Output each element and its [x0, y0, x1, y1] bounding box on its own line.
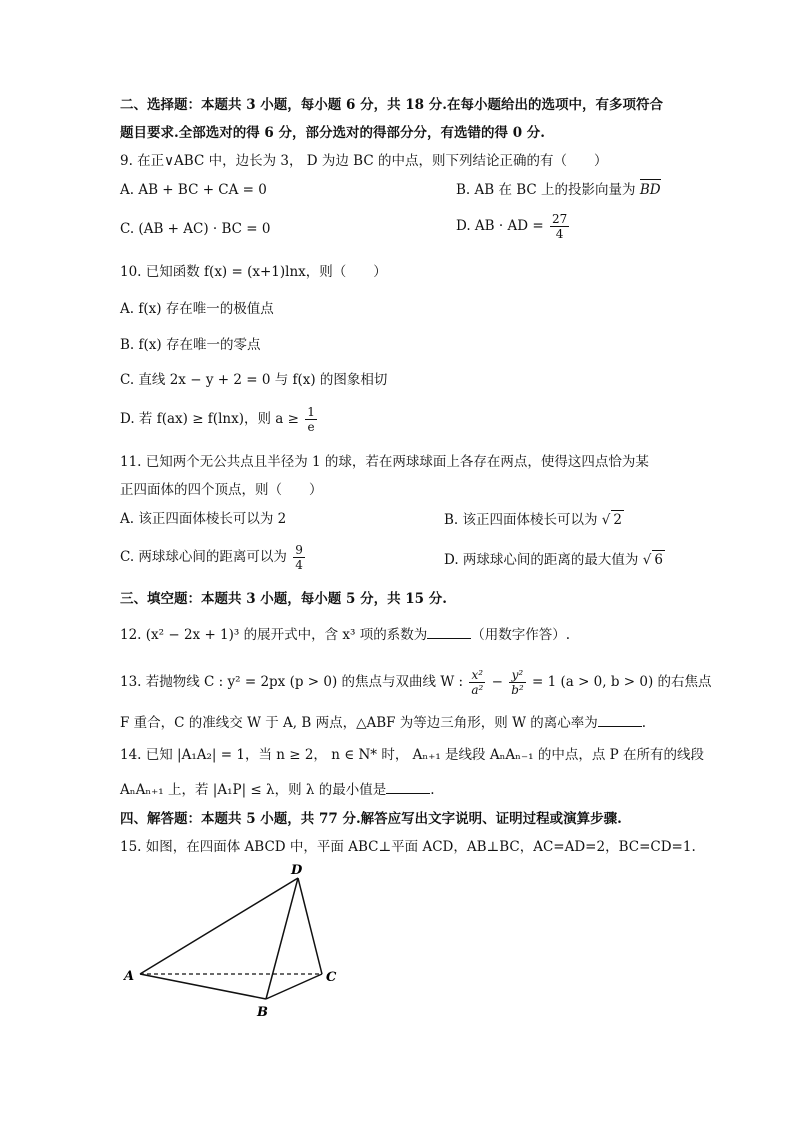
q13-period: . — [641, 715, 647, 731]
q11-option-b-radicand: 2 — [613, 512, 622, 528]
fraction-denominator: b² — [511, 683, 524, 697]
q11-option-d — [444, 550, 665, 569]
edge-ad — [140, 878, 298, 974]
q11-stem-line1: 11. 已知两个无公共点且半径为 1 的球，若在两球球面上各存在两点，使得这四点恰为某 — [120, 454, 649, 470]
q15-stem: 15. 如图，在四面体 ABCD 中，平面 ABC⊥平面 ACD，AB⊥BC，AC=AD=2，BC=CD=1. — [120, 839, 696, 855]
fraction-numerator: 27 — [551, 212, 568, 226]
q9-option-d — [456, 212, 571, 241]
q11-option-b-text: B. 该正四面体棱长可以为 — [444, 512, 602, 528]
q9-stem: 9. 在正∨ABC 中，边长为 3， D 为边 BC 的中点，则下列结论正确的有（ ） — [120, 153, 608, 169]
edge-ab — [140, 974, 266, 999]
sqrt-sign: √ — [642, 552, 652, 568]
q11-option-c-text: C. 两球球心间的距离可以为 — [120, 549, 292, 565]
section2-header-line1: 二、选择题：本题共 3 小题，每小题 6 分，共 18 分.在每小题给出的选项中，有多项符合 — [120, 97, 663, 113]
q13-answer-blank — [598, 712, 642, 727]
q13-fraction-y — [509, 668, 526, 697]
q12-answer-blank — [427, 624, 471, 639]
q13-minus: − — [487, 674, 508, 690]
edge-cd — [298, 878, 322, 974]
fraction-numerator: 9 — [295, 543, 303, 557]
q9-option-b-vector: BD — [639, 182, 661, 198]
q13-text-line2: F 重合，C 的准线交 W 于 A, B 两点，△ABF 为等边三角形，则 W 的离心率为 — [120, 715, 598, 731]
q11-option-c-fraction — [293, 543, 305, 572]
section3-header: 三、填空题：本题共 3 小题，每小题 5 分，共 15 分. — [120, 591, 447, 607]
q10-option-d — [120, 405, 319, 434]
q11-stem-line2: 正四面体的四个顶点，则（ ） — [120, 482, 323, 498]
q10-stem: 10. 已知函数 f(x) = (x+1)lnx，则（ ） — [120, 264, 387, 280]
q13-line2 — [120, 712, 646, 732]
q13-text-pre: 13. 若抛物线 C : y² = 2px (p > 0) 的焦点与双曲线 W : — [120, 674, 468, 690]
q12-stem — [120, 624, 570, 644]
q11-option-a: A. 该正四面体棱长可以为 2 — [120, 511, 287, 527]
q13-text-post: = 1 (a > 0, b > 0) 的右焦点 — [527, 674, 712, 690]
q10-option-d-fraction — [305, 405, 317, 434]
fraction-numerator: y² — [509, 668, 526, 683]
label-a: A — [124, 969, 135, 984]
label-b: B — [257, 1005, 268, 1020]
section4-header: 四、解答题：本题共 5 小题，共 77 分.解答应写出文字说明、证明过程或演算步骤. — [120, 811, 622, 827]
label-c: C — [326, 970, 337, 985]
section2-header-line2: 题目要求.全部选对的得 6 分，部分选对的得部分分，有选错的得 0 分. — [120, 125, 545, 141]
fraction-denominator: 4 — [555, 227, 564, 241]
tetrahedron-figure — [118, 860, 358, 1020]
q11-option-c — [120, 543, 307, 572]
fraction-denominator: a² — [471, 683, 484, 697]
q12-note: （用数字作答）. — [471, 627, 571, 643]
label-d: D — [291, 863, 303, 878]
q14-text-line2: AₙAₙ₊₁ 上，若 |A₁P| ≤ λ，则 λ 的最小值是 — [120, 782, 387, 798]
fraction-numerator: x² — [469, 668, 485, 683]
q13-line1 — [120, 668, 712, 697]
q14-period: . — [430, 782, 435, 798]
q10-option-a: A. f(x) 存在唯一的极值点 — [120, 301, 274, 317]
edge-bd — [266, 878, 298, 999]
q9-option-d-fraction — [550, 212, 569, 241]
q12-text: 12. (x² − 2x + 1)³ 的展开式中，含 x³ 项的系数为 — [120, 627, 428, 643]
q10-option-c: C. 直线 2x − y + 2 = 0 与 f(x) 的图象相切 — [120, 372, 388, 388]
q11-option-d-text: D. 两球球心间的距离的最大值为 — [444, 552, 643, 568]
q9-option-b-text: B. AB 在 BC 上的投影向量为 — [456, 182, 640, 198]
fraction-denominator: 4 — [295, 558, 303, 572]
fraction-numerator: 1 — [307, 405, 315, 419]
q14-answer-blank — [386, 779, 430, 794]
q9-option-a: A. AB + BC + CA = 0 — [120, 182, 267, 198]
q14-line2 — [120, 779, 435, 799]
q11-option-b — [444, 510, 624, 529]
q10-option-d-text: D. 若 f(ax) ≥ f(lnx)，则 a ≥ — [120, 411, 304, 427]
q10-option-b: B. f(x) 存在唯一的零点 — [120, 337, 261, 353]
edge-bc — [266, 974, 322, 999]
sqrt-sign: √ — [601, 512, 611, 528]
q11-option-d-radicand: 6 — [654, 552, 663, 568]
q9-option-c: C. (AB + AC) · BC = 0 — [120, 221, 271, 237]
q9-option-b — [456, 181, 661, 199]
q13-fraction-x — [469, 668, 485, 697]
q9-option-d-text: D. AB · AD = — [456, 218, 548, 234]
fraction-denominator: e — [307, 420, 315, 434]
q14-line1: 14. 已知 |A₁A₂| = 1，当 n ≥ 2， n ∈ N* 时， Aₙ₊₁ 是线段 AₙAₙ₋₁ 的中点，点 P 在所有的线段 — [120, 747, 705, 763]
